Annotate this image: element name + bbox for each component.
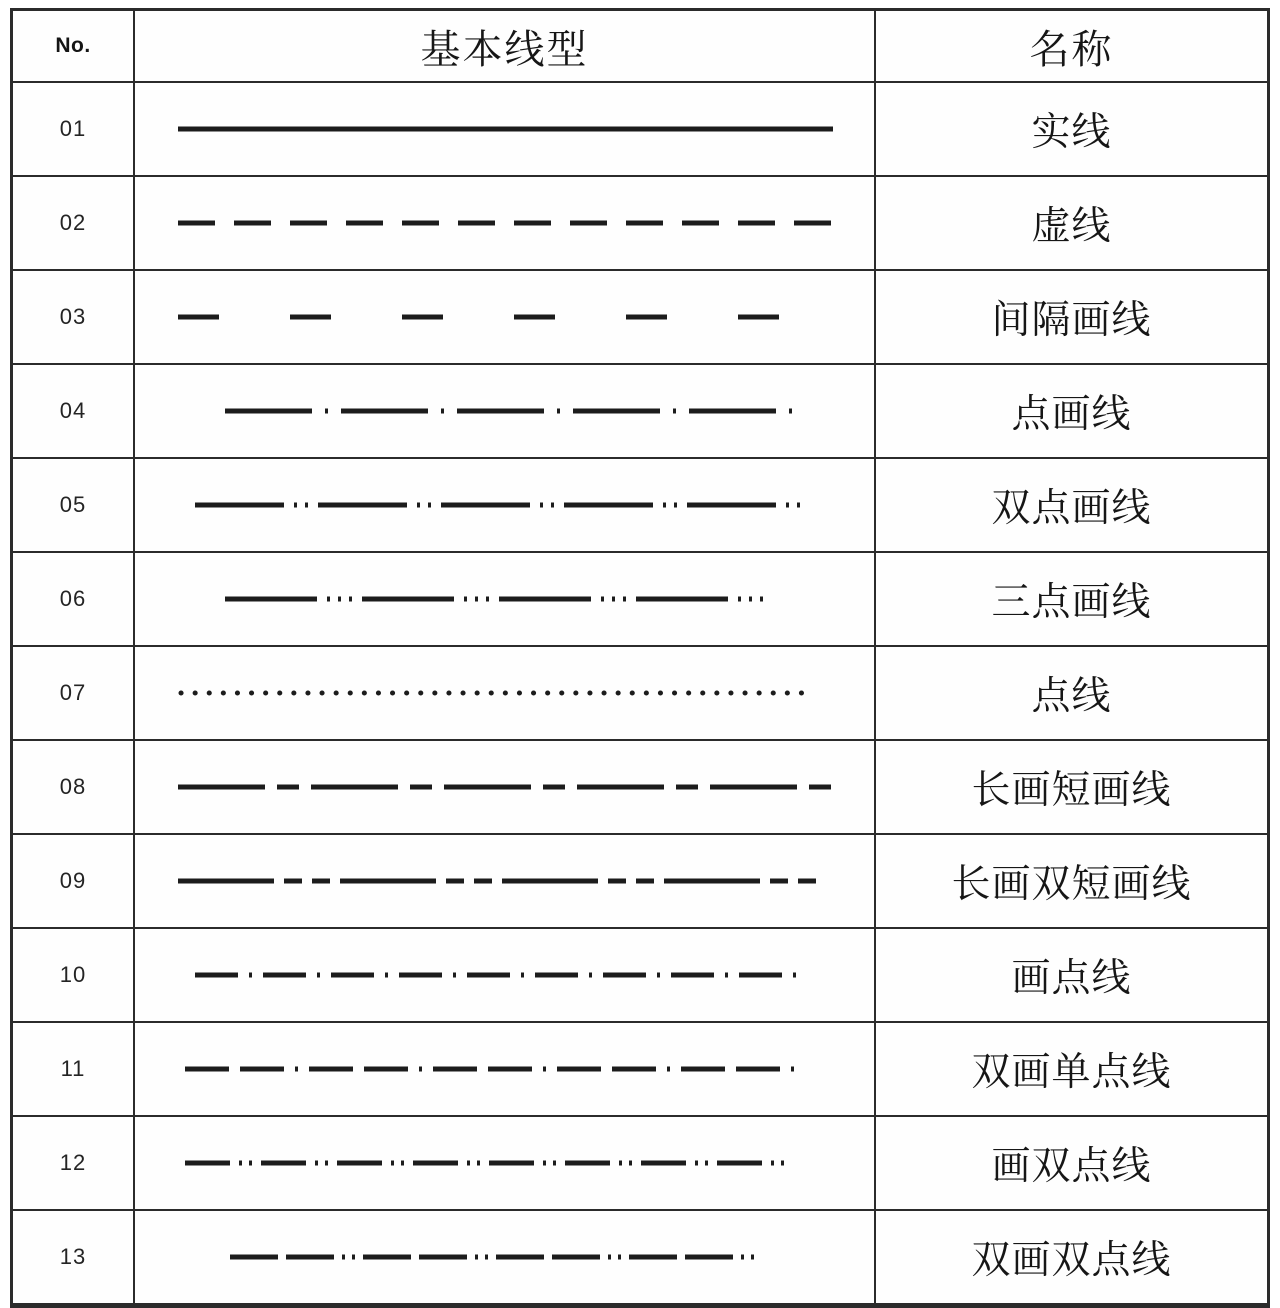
row-number: 10 xyxy=(59,962,87,987)
line-name: 长画短画线 xyxy=(971,769,1172,812)
line-sample-cell xyxy=(135,929,876,1021)
line-name-cell xyxy=(876,177,1267,269)
row-number-cell xyxy=(13,1023,135,1115)
line-name: 双点画线 xyxy=(991,487,1152,530)
row-number-cell xyxy=(13,835,135,927)
line-name: 点画线 xyxy=(1011,393,1132,436)
table-row-02 xyxy=(13,177,1267,271)
line-name-cell xyxy=(876,83,1267,175)
line-sample-double-dash-single-dot xyxy=(135,1023,874,1115)
line-sample-cell xyxy=(135,177,876,269)
line-sample-solid xyxy=(135,83,874,175)
line-name-cell xyxy=(876,459,1267,551)
table-row-07 xyxy=(13,647,1267,741)
row-number-cell xyxy=(13,83,135,175)
line-name-cell xyxy=(876,271,1267,363)
row-number-cell xyxy=(13,459,135,551)
line-sample-double-dash-double-dot xyxy=(135,1211,874,1303)
row-number: 09 xyxy=(59,868,87,893)
line-sample-dash-dot xyxy=(135,365,874,457)
line-sample-dash-triple-dot xyxy=(135,553,874,645)
table-row-05 xyxy=(13,459,1267,553)
line-name: 三点画线 xyxy=(991,581,1152,624)
row-number: 07 xyxy=(59,680,87,705)
line-sample-dash-dot-short xyxy=(135,929,874,1021)
line-name-cell xyxy=(876,553,1267,645)
row-number: 06 xyxy=(59,586,87,611)
line-sample-cell xyxy=(135,83,876,175)
line-sample-cell xyxy=(135,647,876,739)
row-number: 12 xyxy=(59,1150,87,1175)
row-number-cell xyxy=(13,1211,135,1303)
line-name: 间隔画线 xyxy=(991,299,1152,342)
line-sample-dashed xyxy=(135,177,874,269)
table-body xyxy=(13,83,1267,1305)
header-name xyxy=(876,11,1267,81)
line-sample-spaced-dash xyxy=(135,271,874,363)
line-sample-dash-double-dot-short xyxy=(135,1117,874,1209)
header-basic-line-type-label: 基本线型 xyxy=(420,27,589,72)
line-name-cell xyxy=(876,647,1267,739)
row-number-cell xyxy=(13,929,135,1021)
line-name-cell xyxy=(876,835,1267,927)
row-number-cell xyxy=(13,177,135,269)
line-sample-long-dash-short-dash xyxy=(135,741,874,833)
row-number-cell xyxy=(13,1117,135,1209)
line-sample-cell xyxy=(135,271,876,363)
table-row-13 xyxy=(13,1211,1267,1305)
table-row-03 xyxy=(13,271,1267,365)
table-row-01 xyxy=(13,83,1267,177)
row-number: 05 xyxy=(59,492,87,517)
line-name: 长画双短画线 xyxy=(951,863,1192,906)
line-sample-cell xyxy=(135,741,876,833)
line-sample-long-dash-double-short-dash xyxy=(135,835,874,927)
line-name-cell xyxy=(876,1117,1267,1209)
row-number-cell xyxy=(13,271,135,363)
table-row-04 xyxy=(13,365,1267,459)
header-basic-line-type xyxy=(135,11,876,81)
row-number-cell xyxy=(13,365,135,457)
header-no xyxy=(13,11,135,81)
row-number: 01 xyxy=(59,116,87,141)
row-number: 02 xyxy=(59,210,87,235)
table-row-12 xyxy=(13,1117,1267,1211)
line-name-cell xyxy=(876,365,1267,457)
line-sample-cell xyxy=(135,835,876,927)
line-sample-cell xyxy=(135,459,876,551)
line-name: 点线 xyxy=(1031,675,1112,718)
row-number: 13 xyxy=(59,1244,87,1269)
line-name: 画点线 xyxy=(1011,957,1132,1000)
header-no-label: No. xyxy=(55,34,91,57)
line-name-cell xyxy=(876,741,1267,833)
table-row-11 xyxy=(13,1023,1267,1117)
line-name-cell xyxy=(876,1211,1267,1303)
table-row-09 xyxy=(13,835,1267,929)
table-row-10 xyxy=(13,929,1267,1023)
table-row-06 xyxy=(13,553,1267,647)
line-name: 虚线 xyxy=(1031,205,1112,248)
row-number: 11 xyxy=(60,1056,86,1081)
table-header-row xyxy=(13,11,1267,83)
line-name-cell xyxy=(876,929,1267,1021)
row-number: 08 xyxy=(59,774,87,799)
line-sample-cell xyxy=(135,1023,876,1115)
line-sample-cell xyxy=(135,365,876,457)
line-sample-cell xyxy=(135,1117,876,1209)
line-sample-cell xyxy=(135,1211,876,1303)
line-name: 双画双点线 xyxy=(971,1239,1172,1282)
line-types-table xyxy=(10,8,1270,1308)
line-name: 实线 xyxy=(1031,111,1112,154)
line-sample-dash-double-dot xyxy=(135,459,874,551)
line-name: 画双点线 xyxy=(991,1145,1152,1188)
table-row-08 xyxy=(13,741,1267,835)
line-name-cell xyxy=(876,1023,1267,1115)
row-number: 03 xyxy=(59,304,87,329)
row-number-cell xyxy=(13,647,135,739)
row-number-cell xyxy=(13,741,135,833)
row-number: 04 xyxy=(59,398,87,423)
header-name-label: 名称 xyxy=(1029,27,1114,72)
line-name: 双画单点线 xyxy=(971,1051,1172,1094)
line-sample-cell xyxy=(135,553,876,645)
line-sample-dotted xyxy=(135,647,874,739)
row-number-cell xyxy=(13,553,135,645)
